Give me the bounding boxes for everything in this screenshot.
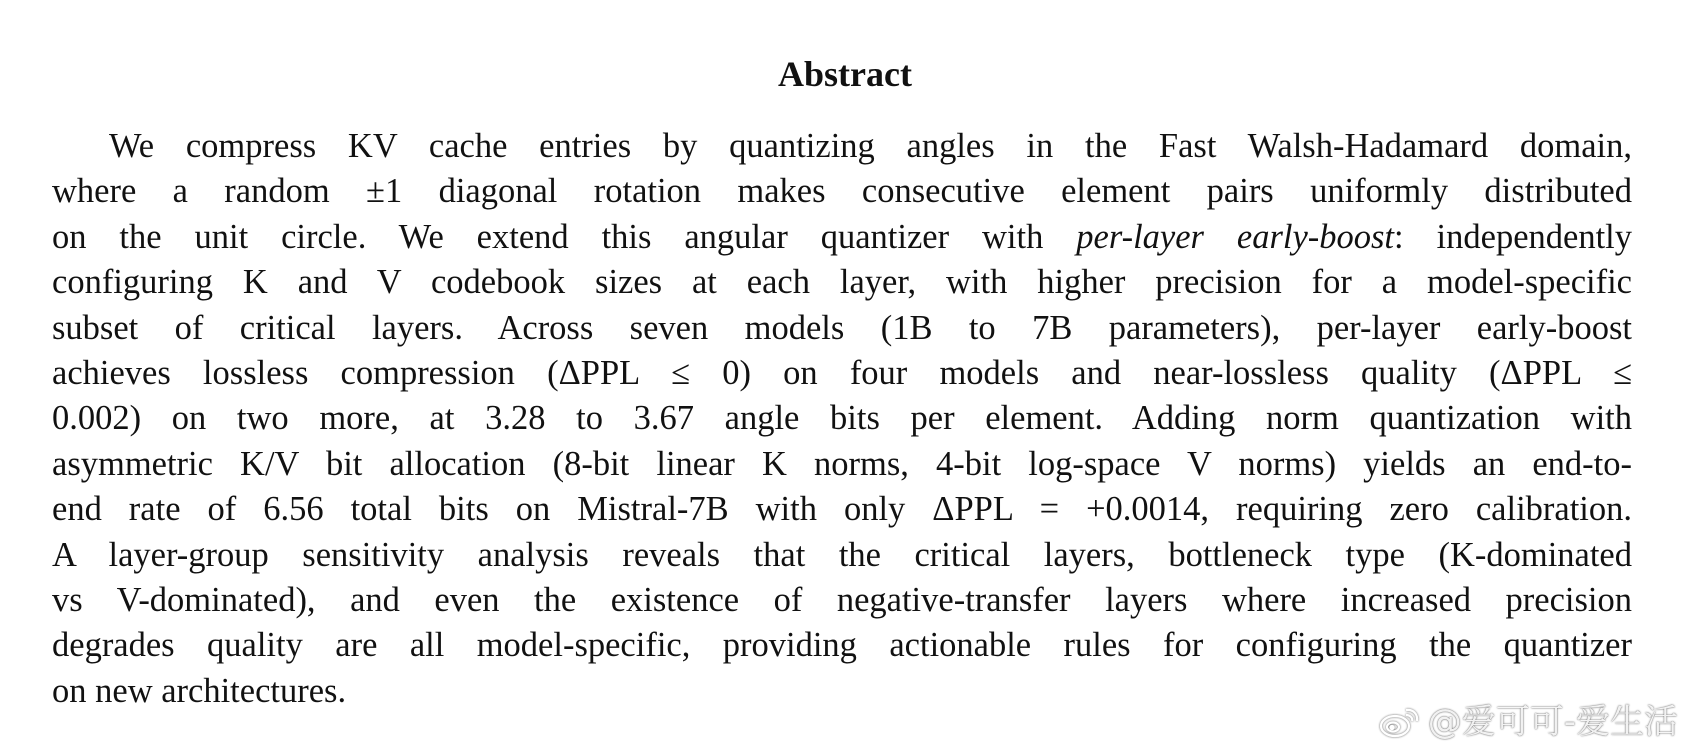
- abstract-line: [52, 169, 1632, 214]
- abstract-line: [52, 124, 1632, 169]
- abstract-text: where a random ±1 diagonal rotation makes consecutive element pairs uniformly distributed: [52, 172, 1632, 211]
- watermark: [1378, 702, 1678, 742]
- abstract-text: : independently: [1394, 217, 1632, 256]
- abstract-text: subset of critical layers. Across seven models (1B to 7B parameters), per-layer early-boost: [52, 308, 1632, 347]
- abstract-body: [52, 124, 1632, 714]
- abstract-line: [52, 487, 1632, 532]
- watermark-text: @爱可可-爱生活: [1427, 702, 1678, 742]
- abstract-heading: Abstract: [778, 54, 912, 94]
- emphasized-term: per-layer early-boost: [1076, 217, 1395, 256]
- abstract-line: [52, 578, 1632, 623]
- abstract-line: [52, 396, 1632, 441]
- abstract-text: configuring K and V codebook sizes at each layer, with higher precision for a model-specific: [52, 263, 1632, 302]
- abstract-text: vs V-dominated), and even the existence of negative-transfer layers where increased precision: [52, 581, 1632, 620]
- weibo-icon: [1378, 704, 1422, 740]
- abstract-line: [52, 623, 1632, 668]
- abstract-text: achieves lossless compression (ΔPPL ≤ 0) on four models and near-lossless quality (ΔPPL ≤: [52, 354, 1632, 393]
- abstract-text: degrades quality are all model-specific, providing actionable rules for configuring the quantizer: [52, 626, 1632, 665]
- abstract-line: [52, 533, 1632, 578]
- abstract-line: [52, 442, 1632, 487]
- abstract-text: asymmetric K/V bit allocation (8-bit linear K norms, 4-bit log-space V norms) yields an end-to-: [52, 444, 1632, 483]
- abstract-text: A layer-group sensitivity analysis reveals that the critical layers, bottleneck type (K-dominated: [52, 535, 1632, 574]
- abstract-line: [52, 215, 1632, 260]
- abstract-text: end rate of 6.56 total bits on Mistral-7B with only ΔPPL = +0.0014, requiring zero calibration.: [52, 490, 1632, 529]
- abstract-text: We compress KV cache entries by quantizing angles in the Fast Walsh-Hadamard domain,: [109, 127, 1632, 165]
- abstract-line: [52, 351, 1632, 396]
- abstract-line: [52, 260, 1632, 305]
- abstract-text: 0.002) on two more, at 3.28 to 3.67 angle bits per element. Adding norm quantization with: [52, 399, 1632, 438]
- abstract-text: on new architectures.: [52, 671, 347, 710]
- abstract-line: [52, 306, 1632, 351]
- abstract-text: on the unit circle. We extend this angular quantizer with: [52, 217, 1077, 256]
